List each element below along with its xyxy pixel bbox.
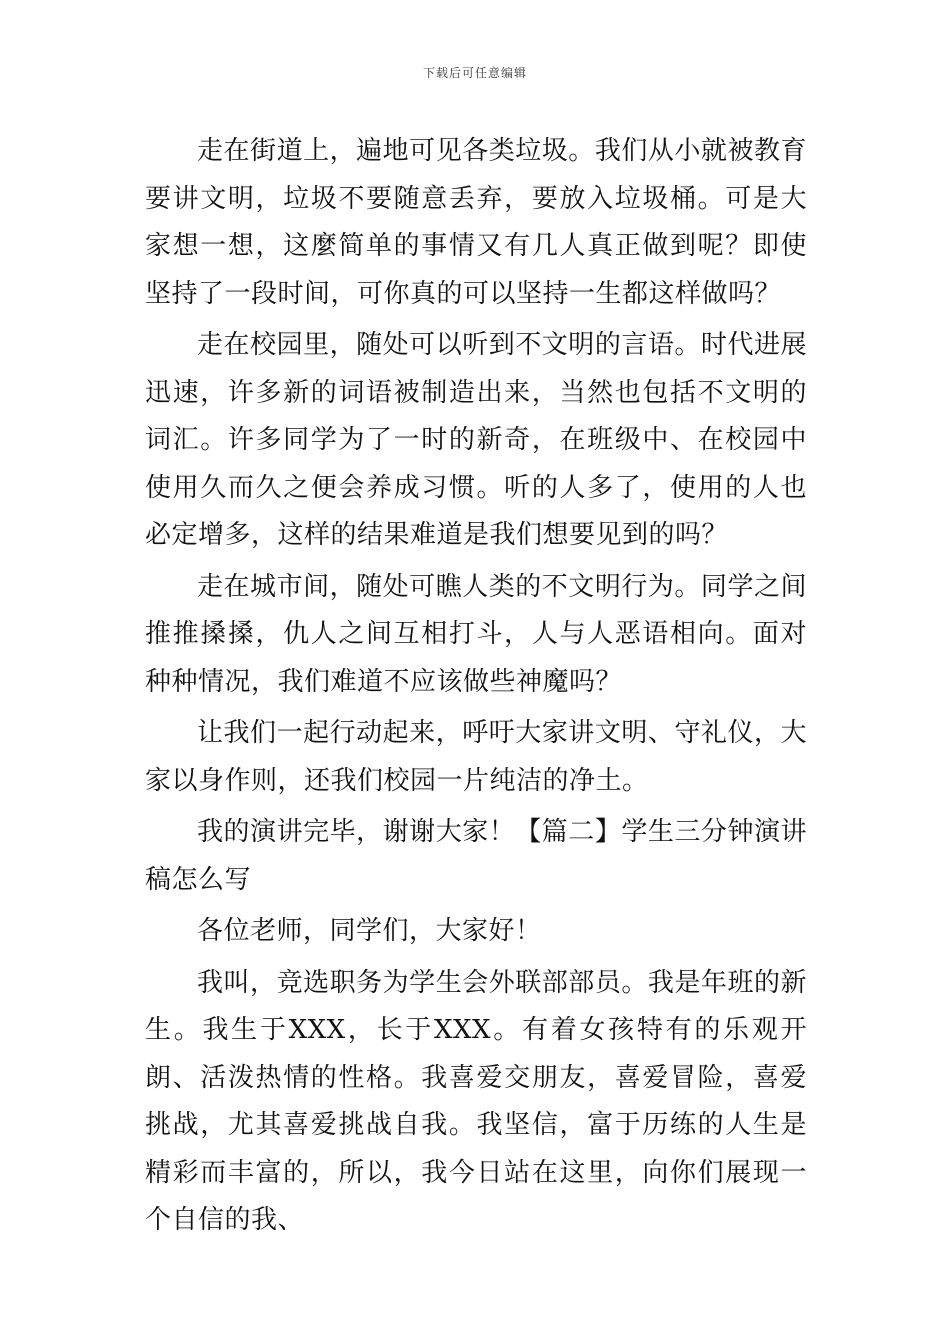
paragraph-campus: 走在校园里，随处可以听到不文明的言语。时代进展迅速，许多新的词语被制造出来，当然也包括不文明的词汇。许多同学为了一时的新奇，在班级中、在校园中使用久而久之便会养成习惯。听的人多了，使用的人也必定增多，这样的结果难道是我们想要见到的吗？ — [145, 330, 807, 550]
paragraph-greeting: 各位老师，同学们，大家好！ — [197, 916, 542, 946]
paragraph-city: 走在城市间，随处可瞧人类的不文明行为。同学之间推推搡搡，仇人之间互相打斗，人与人恶语相向。面对种种情况，我们难道不应该做些神魔吗？ — [145, 571, 807, 697]
paragraph-action: 让我们一起行动起来，呼吁大家讲文明、守礼仪，大家以身作则，还我们校园一片纯洁的净土。 — [145, 718, 807, 796]
paragraph-introduction: 我叫，竞选职务为学生会外联部部员。我是年班的新生。我生于XXX，长于XXX。有着女孩特有的乐观开朗、活泼热情的性格。我喜爱交朋友，喜爱冒险，喜爱挑战，尤其喜爱挑战自我。我坚信，富于历练的人生是精彩而丰富的，所以，我今日站在这里，向你们展现一个自信的我、 — [145, 967, 807, 1235]
body-text — [145, 128, 807, 1249]
header-note: 下载后可任意编辑 — [422, 66, 527, 80]
paragraph-closing: 我的演讲完毕，谢谢大家！【篇二】学生三分钟演讲稿怎么写 — [145, 817, 807, 895]
paragraph-street: 走在街道上，遍地可见各类垃圾。我们从小就被教育要讲文明，垃圾不要随意丢弃，要放入垃圾桶。可是大家想一想，这麼简单的事情又有几人真正做到呢？即使坚持了一段时间，可你真的可以坚持一生都这样做吗？ — [145, 136, 807, 309]
